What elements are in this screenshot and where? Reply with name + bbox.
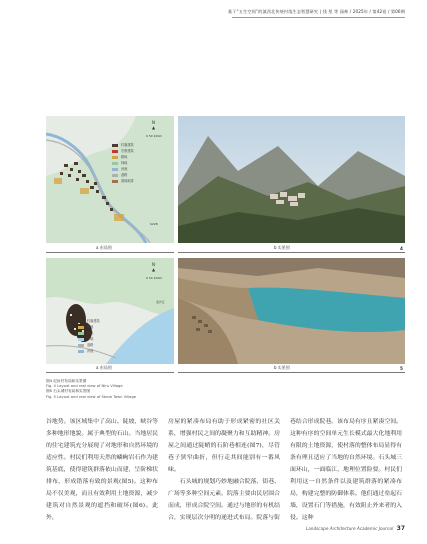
figure4-caption-cn: 图4 尼汝村布局和实景图 xyxy=(46,379,87,383)
figure5-map-graphic xyxy=(46,258,174,364)
figure4-real-view-photo xyxy=(178,116,405,243)
text-column-1 xyxy=(46,416,158,524)
legend-swatch xyxy=(112,180,118,183)
figure4-legend xyxy=(112,142,134,184)
north-label: N xyxy=(152,262,156,267)
legend-label: 林地 xyxy=(87,331,94,335)
legend-swatch xyxy=(78,338,84,341)
paragraph: 巷结合形成院巷。该布局有序且紧凑空间。这种有序的空间单元生长模式最大化地利用有限的土地资源，使村落的整体布局显得有条有理且适应了当地的自然环境。石头城三面环山，一面临江，地理位置险要。村民们利用这一自然条件以及建筑群落的紧凑布局，构建完整的防御体系。他们通过垒起石墙，设置石门等措施，有效阻止外来者的入侵。这种 xyxy=(290,419,402,521)
legend-swatch xyxy=(112,168,118,171)
figure5-scale-bar: 0 50 100m xyxy=(146,276,163,280)
paragraph: 谷地势。该区域集中了高山、陡坡、峡谷等多种地形地貌。属于典型的石山。当地居民的住宅建筑充分展现了对地形和自然环境的适应性。村民们利用天然的嶙峋岩石作为建筑基底，使得建筑群落依山而建，呈阶梯状排布，形成错落有致的景观(图5)。这种布局不仅美观，而且有效利用土地资源，减少建筑对自然景观的遮挡和破坏(图6)。此外， xyxy=(46,419,158,521)
paragraph: 房屋的紧凑布局有助于形成紧密的社区关系，增强村民之间的凝聚力和互助精神。房屋之间通过陡峭的石阶巷相连(图7)，尽管巷子狭窄曲折，但行走其间能别有一番风味。 xyxy=(168,419,280,473)
figure5-photo-graphic xyxy=(178,258,405,364)
legend-swatch xyxy=(112,156,118,159)
legend-item xyxy=(78,348,100,354)
north-arrow-glyph: ▲ xyxy=(152,267,156,272)
running-header: 基于“五生空间”的滇西北传统村落生态智慧研究 | 钱 堃 等 园林 / 2025年 / 第42卷 / 第06期 xyxy=(227,9,405,14)
legend-label: 河流 xyxy=(87,349,94,353)
figure4-number: 4 xyxy=(400,246,403,251)
north-label: N xyxy=(152,120,156,125)
north-arrow-icon xyxy=(152,120,155,130)
legend-swatch xyxy=(112,174,118,177)
figure5-number: 5 xyxy=(400,366,403,371)
figure4-scale-bar: 0 50 100m xyxy=(146,134,163,138)
figure5-legend xyxy=(78,318,100,354)
legend-label: 耕地 xyxy=(87,325,94,329)
figure5-caption-en: Fig. 5 Layout and real view of Stone Town Village xyxy=(46,394,137,399)
north-arrow-icon xyxy=(152,262,155,272)
legend-label: 道路 xyxy=(121,173,128,177)
figure4b-rule xyxy=(178,252,405,253)
legend-swatch xyxy=(78,326,84,329)
page-number: 37 xyxy=(396,525,405,532)
page-footer xyxy=(306,525,405,532)
legend-label: 村落建筑 xyxy=(121,143,134,147)
figure4a-label: a 布局图 xyxy=(96,245,112,250)
paragraph: 石头城的规划巧妙地融合院落、街巷、广场等多种空间元素。院落主要由民居围合而成，形成合院空间。通过与地形的有机结合，实现层次分明的递进式布局。院落与街 xyxy=(168,479,280,521)
figure5b-rule xyxy=(178,372,405,373)
figure4b-label: b 实景图 xyxy=(274,245,290,250)
figure5a-label: a 布局图 xyxy=(96,365,112,370)
figure4-photo-graphic xyxy=(178,116,405,243)
figure4-caption-en: Fig. 4 Layout and real view of Niru Village xyxy=(46,384,123,389)
figure5-layout-map xyxy=(46,258,174,364)
legend-swatch xyxy=(78,344,84,347)
figure4-road-label: S228 xyxy=(150,222,158,226)
north-arrow-glyph: ▲ xyxy=(152,125,156,130)
figure5-real-view-photo xyxy=(178,258,405,364)
legend-label: 林地 xyxy=(121,161,128,165)
header-rule xyxy=(232,17,405,18)
legend-swatch xyxy=(112,150,118,153)
figure5-caption-cn: 图5 石头城村布局和实景图 xyxy=(46,389,91,394)
legend-label: 村落建筑 xyxy=(87,319,100,323)
legend-label: 滑坡地带 xyxy=(121,179,134,183)
legend-swatch xyxy=(78,332,84,335)
legend-label: 宗教建筑 xyxy=(121,149,134,153)
legend-swatch xyxy=(112,162,118,165)
legend-swatch xyxy=(112,144,118,147)
legend-swatch xyxy=(78,350,84,353)
text-column-2 xyxy=(168,416,280,524)
legend-label: 耕地 xyxy=(121,155,128,159)
legend-swatch xyxy=(78,320,84,323)
figure5-river-label: 金沙江 xyxy=(156,300,166,304)
legend-item xyxy=(112,178,134,184)
legend-label: 道路 xyxy=(87,343,94,347)
journal-name: Landscape Architecture Academic Journal xyxy=(305,526,394,531)
legend-label: 河流 xyxy=(121,167,128,171)
figure5b-label: b 实景图 xyxy=(274,365,290,370)
body-text xyxy=(46,416,405,524)
figure-captions xyxy=(46,379,136,400)
text-column-3 xyxy=(290,416,402,524)
legend-label: 水域 xyxy=(87,337,94,341)
